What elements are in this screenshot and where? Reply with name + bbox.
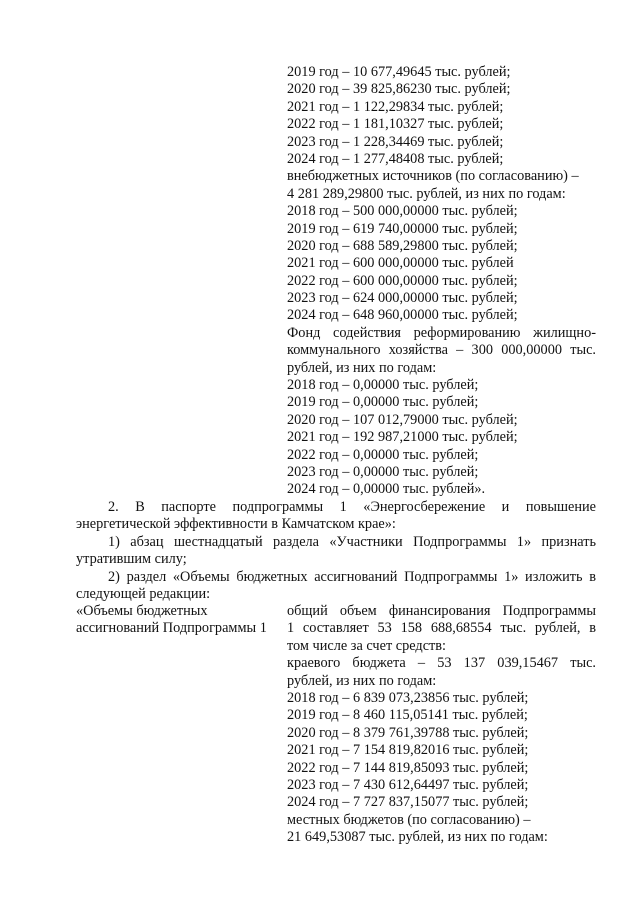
funding-line: 2020 год – 688 589,29800 тыс. рублей; xyxy=(287,237,518,254)
funding-line: 2021 год – 1 122,29834 тыс. рублей; xyxy=(287,98,504,115)
regional-budget-line: краевого бюджета – 53 137 039,15467 тыс. xyxy=(287,655,596,672)
funding-line: внебюджетных источников (по согласованию) – xyxy=(287,168,579,185)
funding-line: 2024 год – 1 277,48408 тыс. рублей; xyxy=(287,150,504,167)
table-label: «Объемы бюджетных xyxy=(76,603,208,619)
amendment-paragraphs xyxy=(76,499,596,603)
funding-year-line: 2020 год – 8 379 761,39788 тыс. рублей; xyxy=(287,724,529,741)
funding-line: 2022 год – 1 181,10327 тыс. рублей; xyxy=(287,116,504,133)
funding-line: 2022 год – 600 000,00000 тыс. рублей; xyxy=(287,272,518,289)
funding-line: 2019 год – 10 677,49645 тыс. рублей; xyxy=(287,64,511,80)
paragraph-2-1: 1) абзац шестнадцатый раздела «Участники Подпрограммы 1» признать утратившим силу; xyxy=(76,533,596,568)
regional-budget-line: рублей, из них по годам: xyxy=(287,672,437,689)
table-left-cell xyxy=(76,603,286,638)
funding-line: 2022 год – 0,00000 тыс. рублей; xyxy=(287,446,479,463)
funding-year-line: 2022 год – 7 144 819,85093 тыс. рублей; xyxy=(287,759,529,776)
funding-line: 4 281 289,29800 тыс. рублей, из них по годам: xyxy=(287,185,566,202)
local-budget-line: 21 649,53087 тыс. рублей, из них по годам: xyxy=(287,829,548,846)
funding-year-line: 2021 год – 7 154 819,82016 тыс. рублей; xyxy=(287,742,529,759)
local-budget-line: местных бюджетов (по согласованию) – xyxy=(287,811,531,828)
funding-year-line: 2019 год – 8 460 115,05141 тыс. рублей; xyxy=(287,707,528,724)
table-label: ассигнований Подпрограммы 1 xyxy=(76,620,267,637)
funding-line: 2024 год – 0,00000 тыс. рублей». xyxy=(287,481,486,498)
funding-line: рублей, из них по годам: xyxy=(287,359,437,376)
funding-line: 2019 год – 619 740,00000 тыс. рублей; xyxy=(287,220,518,237)
funding-line: 2018 год – 0,00000 тыс. рублей; xyxy=(287,377,479,394)
funding-year-line: 2018 год – 6 839 073,23856 тыс. рублей; xyxy=(287,689,529,706)
funding-total-line: 1 составляет 53 158 688,68554 тыс. рублей, в xyxy=(287,620,596,637)
funding-line: 2020 год – 39 825,86230 тыс. рублей; xyxy=(287,81,511,98)
funding-continuation-column xyxy=(287,64,596,499)
funding-line: 2021 год – 600 000,00000 тыс. рублей xyxy=(287,255,514,272)
table-right-cell xyxy=(287,603,596,846)
funding-total-line: том числе за счет средств: xyxy=(287,637,447,654)
funding-line: 2023 год – 0,00000 тыс. рублей; xyxy=(287,463,479,480)
funding-line: 2023 год – 1 228,34469 тыс. рублей; xyxy=(287,133,504,150)
funding-line: 2019 год – 0,00000 тыс. рублей; xyxy=(287,394,479,411)
funding-line: 2023 год – 624 000,00000 тыс. рублей; xyxy=(287,290,518,307)
funding-line: 2018 год – 500 000,00000 тыс. рублей; xyxy=(287,203,518,220)
funding-year-line: 2023 год – 7 430 612,64497 тыс. рублей; xyxy=(287,776,529,793)
funding-line: Фонд содействия реформированию жилищно- xyxy=(287,324,596,341)
funding-total-line: общий объем финансирования Подпрограммы xyxy=(287,603,596,619)
paragraph-2: 2. В паспорте подпрограммы 1 «Энергосбережение и повышение энергетической эффективности в Камчатском крае»: xyxy=(76,499,596,533)
funding-line: 2024 год – 648 960,00000 тыс. рублей; xyxy=(287,307,518,324)
funding-year-line: 2024 год – 7 727 837,15077 тыс. рублей; xyxy=(287,794,529,811)
paragraph-2-2: 2) раздел «Объемы бюджетных ассигнований Подпрограммы 1» изложить в следующей редакции: xyxy=(76,568,596,603)
funding-line: 2021 год – 192 987,21000 тыс. рублей; xyxy=(287,429,518,446)
funding-line: 2020 год – 107 012,79000 тыс. рублей; xyxy=(287,411,518,428)
funding-line: коммунального хозяйства – 300 000,00000 тыс. xyxy=(287,342,596,359)
